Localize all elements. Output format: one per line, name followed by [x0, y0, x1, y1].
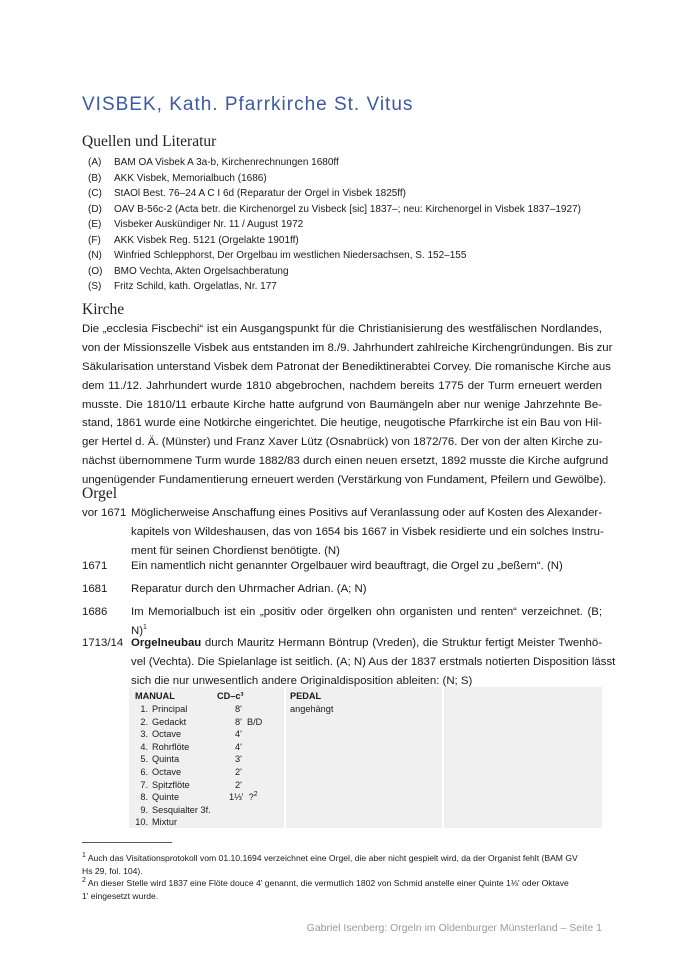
stop-row	[135, 741, 242, 752]
page-title: VISBEK, Kath. Pfarrkirche St. Vitus	[82, 94, 414, 115]
stop-name: Quinta	[152, 754, 180, 765]
entry-year: 1713/14	[82, 637, 124, 649]
stop-row	[135, 805, 211, 815]
text-line: Säkularisation unterstand Visbek dem Patronat der Benediktinerabtei Corvey. Die romanische Kirche aus	[82, 360, 611, 373]
organ-heading: Orgel	[82, 485, 118, 502]
text-line: von der Missionszelle Visbek aus entstanden im 8./9. Jahrhundert zahlreiche Kirchengründungen. Bis zur	[82, 341, 613, 354]
manual-column	[129, 687, 284, 828]
text-fragment: N)	[131, 624, 144, 637]
source-text: Visbeker Auskündiger Nr. 11 / August 1972	[114, 219, 304, 230]
page-footer: Gabriel Isenberg: Orgeln im Oldenburger Münsterland – Seite 1	[306, 922, 602, 934]
source-text: Fritz Schild, kath. Orgelatlas, Nr. 177	[114, 281, 277, 292]
entry-year: vor 1671	[82, 507, 127, 519]
manual-range: CD–c³	[217, 691, 244, 701]
stop-feet: 3'	[235, 754, 242, 765]
footnote-mark: 2	[82, 877, 86, 885]
text-line: Ein namentlich nicht genannter Orgelbauer wird beauftragt, die Orgel zu „beßern“. (N)	[131, 560, 563, 572]
pedal-column	[286, 687, 442, 828]
text-line: kapitels von Wildeshausen, das von 1654 bis 1667 in Visbek residierte und ein solches Instru-	[131, 525, 604, 538]
stop-feet: 8' B/D	[235, 716, 263, 727]
church-heading: Kirche	[82, 301, 125, 318]
text-line: musste. Die 1810/11 erbaute Kirche hatte aufgrund von Baumängeln aber nur wenige Jahrzehnte Be-	[82, 398, 602, 411]
text-line	[82, 877, 602, 890]
sources-list	[88, 155, 581, 295]
source-key: (N)	[88, 250, 102, 261]
stop-row	[135, 754, 242, 765]
entry-year: 1671	[82, 560, 108, 572]
stop-name: Rohrflöte	[152, 741, 190, 752]
stop-number: 5.	[140, 754, 148, 765]
stop-row	[135, 817, 177, 827]
text-fragment: Auch das Visitationsprotokoll vom 01.10.1694 verzeichnet eine Orgel, die aber nicht gespielt wird, da der Organist fehlt (BAM GV	[87, 853, 578, 863]
entry-year: 1686	[82, 606, 108, 618]
text-fragment: An dieser Stelle wird 1837 eine Flöte douce 4' genannt, die vermutlich 1802 von Schmid anstelle einer Quinte 1⅓' oder Oktave	[87, 878, 569, 888]
stop-number: 2.	[140, 716, 148, 727]
entry-text	[131, 504, 602, 561]
stop-name: Gedackt	[152, 716, 187, 727]
source-item	[88, 264, 581, 280]
text-fragment: durch Mauritz Hermann Böntrup (Vreden), die Struktur fertigt Meister Twenhö-	[201, 637, 602, 649]
source-text: OAV B-56c-2 (Acta betr. die Kirchenorgel zu Visbeck [sic] 1837–; neu: Kirchenorgel in Visbek 1837–1927)	[114, 203, 581, 215]
source-item	[88, 171, 581, 187]
disposition-table	[129, 687, 602, 828]
text-line	[82, 852, 602, 865]
church-paragraph	[82, 320, 613, 490]
source-item	[88, 186, 581, 202]
source-item	[88, 202, 581, 218]
stop-number: 1.	[140, 704, 148, 714]
stop-name: Octave	[152, 729, 182, 740]
stop-row	[135, 791, 258, 803]
stop-number: 8.	[140, 792, 148, 803]
text-line: 1' eingesetzt wurde.	[82, 890, 159, 901]
pedal-note: angehängt	[290, 704, 334, 714]
footnote	[82, 877, 602, 902]
stop-name: Quinte	[152, 792, 180, 803]
stop-number: 9.	[140, 804, 148, 815]
stop-feet: 8'	[235, 704, 242, 714]
text-line: stand, 1861 wurde eine Notkirche eingerichtet. Die heutige, neugotische Pfarrkirche ist ein Bau von Hil-	[82, 417, 602, 430]
stop-name: Sesquialter 3f.	[152, 804, 211, 815]
stop-feet	[229, 792, 258, 802]
source-key: (B)	[88, 172, 102, 184]
text-line: Möglicherweise Anschaffung eines Positivs auf Veranlassung oder auf Kosten des Alexander-	[131, 507, 602, 519]
pedal-label: PEDAL	[290, 691, 322, 701]
manual-header	[135, 691, 244, 701]
stop-number: 7.	[140, 779, 148, 790]
source-text: AKK Visbek, Memorialbuch (1686)	[114, 172, 267, 184]
sources-heading: Quellen und Literatur	[82, 133, 217, 150]
stop-number: 6.	[140, 767, 148, 777]
stop-name: Octave	[152, 767, 182, 777]
stop-row	[135, 729, 242, 740]
text-line: Reparatur durch den Uhrmacher Adrian. (A; N)	[131, 583, 367, 595]
source-text: AKK Visbek Reg. 5121 (Orgelakte 1901ff)	[114, 234, 299, 246]
source-key: (A)	[88, 157, 102, 168]
source-key: (E)	[88, 219, 102, 230]
footnote-separator	[82, 842, 172, 843]
stop-row	[135, 767, 242, 777]
entry-year: 1681	[82, 583, 108, 595]
text-line: ungenügender Fundamentierung erneuert werden (Verstärkung von Fundament, Pfeilern und Gewölbe).	[82, 474, 607, 487]
source-text: StAOl Best. 76–24 A C I 6d (Reparatur der Orgel in Visbek 1825ff)	[114, 188, 407, 199]
source-text: BAM OA Visbek A 3a-b, Kirchenrechnungen 1680ff	[114, 157, 339, 168]
entry-text	[131, 557, 602, 576]
stop-feet: 4'	[235, 741, 242, 752]
empty-column	[444, 687, 602, 828]
source-key: (D)	[88, 203, 102, 215]
bold-term: Orgelneubau	[131, 637, 202, 649]
text-line: vel (Vechta). Die Spielanlage ist seitlich. (A; N) Aus der 1837 erstmals notierten Disposition lässt	[131, 655, 616, 668]
source-text: BMO Vechta, Akten Orgelsachberatung	[114, 265, 289, 277]
footnote-mark: 1	[82, 852, 86, 860]
entry-text	[131, 580, 602, 599]
source-item	[88, 155, 581, 171]
source-key: (S)	[88, 281, 102, 292]
source-item	[88, 279, 581, 295]
stop-row	[135, 704, 242, 714]
text-line: Die „ecclesia Fiscbechi“ ist ein Ausgangspunkt für die Christianisierung des westfälischen Nordlandes,	[82, 323, 602, 335]
stop-number: 4.	[140, 741, 148, 752]
footnote	[82, 852, 602, 877]
source-item	[88, 233, 581, 249]
source-item	[88, 217, 581, 233]
stop-number: 3.	[140, 729, 148, 740]
text-line	[131, 634, 602, 653]
stop-feet: 4'	[235, 729, 242, 740]
stop-feet: 2'	[235, 767, 242, 777]
entry-text	[131, 634, 616, 691]
source-key: (F)	[88, 234, 101, 246]
text-line: ment für seinen Chordienst benötigte. (N)	[131, 544, 340, 557]
source-text: Winfried Schlepphorst, Der Orgelbau im westlichen Niedersachsen, S. 152–155	[114, 250, 467, 261]
manual-label: MANUAL	[135, 691, 175, 701]
stop-number: 10.	[135, 817, 148, 828]
stop-name: Spitzflöte	[152, 779, 190, 790]
source-item	[88, 248, 581, 264]
source-key: (O)	[88, 265, 103, 277]
source-key: (C)	[88, 188, 102, 199]
text-line: dem 11./12. Jahrhundert wurde 1810 abgebrochen, nachdem bereits 1775 der Turm erneuert werden	[82, 379, 602, 392]
text-line: nächst übernommene Turm wurde 1882/83 durch einen neuen ersetzt, 1892 musste die Kirche aufgrund	[82, 455, 609, 468]
stop-row	[135, 779, 242, 790]
text-line: Hs 29, fol. 104).	[82, 865, 143, 876]
footnote-ref[interactable]: 1	[143, 624, 147, 632]
stop-name: Principal	[152, 704, 188, 714]
text-line: sich die nur unwesentlich andere Originaldisposition ableiten: (N; S)	[131, 674, 473, 687]
footnote-ref[interactable]: 2	[253, 791, 258, 799]
stop-row	[135, 716, 263, 727]
stop-feet-value: 1⅓' ?	[229, 792, 254, 803]
text-line: ger Hertel d. Ä. (Münster) und Franz Xaver Lütz (Osnabrück) von 1872/76. Der von der alten Kirche zu-	[82, 436, 603, 449]
text-line: Im Memorialbuch ist ein „positiv oder örgelken ohn organisten und renten“ verzeichnet. (B;	[131, 606, 602, 618]
stop-name: Mixtur	[152, 817, 178, 828]
stop-feet: 2'	[235, 779, 242, 790]
